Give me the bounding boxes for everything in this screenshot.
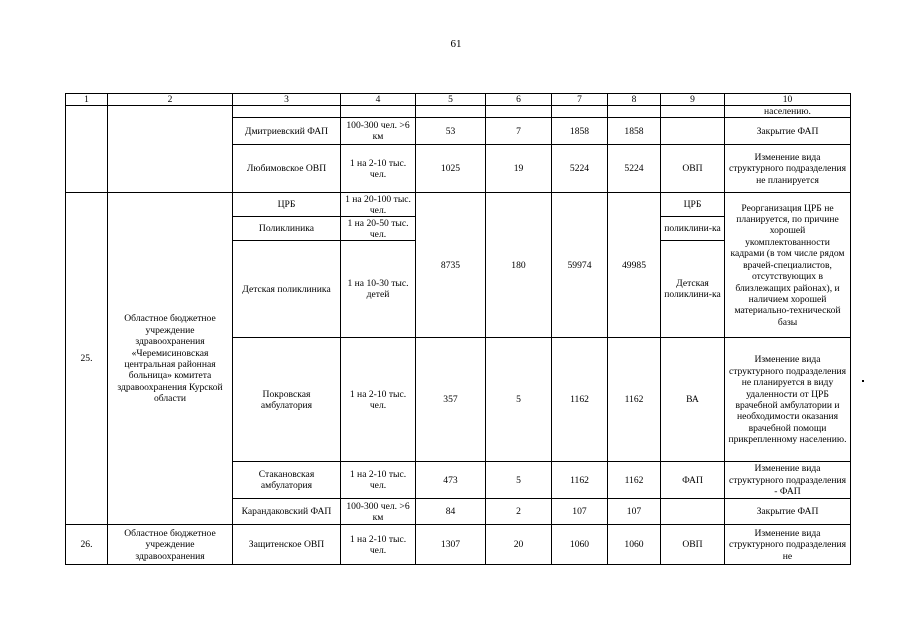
table-cell: 1162 [552,462,608,499]
header-cell-2: 2 [108,94,233,106]
table-cell: ЦРБ [661,193,725,217]
header-cell-5: 5 [416,94,486,106]
table-cell: 1307 [416,525,486,565]
table-cell: 53 [416,118,486,145]
table-cell [341,106,416,118]
page-number: 61 [450,38,462,50]
table-cell: ОВП [661,525,725,565]
unit-name: ЦРБ [233,193,341,217]
table-cell: 1162 [552,338,608,462]
table-cell [416,106,486,118]
table-cell [661,499,725,525]
table-cell-note: Изменение вида структурного подразделения не планируется [725,145,851,193]
unit-norm: 100-300 чел. >6 км [341,499,416,525]
unit-name: Детская поликлиника [233,241,341,338]
row-number: 26. [66,525,108,565]
table-cell-note: Закрытие ФАП [725,118,851,145]
table-cell [66,106,108,193]
table-cell [486,106,552,118]
table-cell: 20 [486,525,552,565]
unit-norm: 1 на 2-10 тыс. чел. [341,462,416,499]
table-cell: 107 [608,499,661,525]
unit-norm: 1 на 20-50 тыс. чел. [341,217,416,241]
unit-norm: 1 на 10-30 тыс. детей [341,241,416,338]
table-cell: Детская поликлини-ка [661,241,725,338]
unit-name: Дмитриевский ФАП [233,118,341,145]
header-cell-9: 9 [661,94,725,106]
organization-name: Областное бюджетное учреждение здравоохранения «Черемисиновская центральная районная больница» комитета здравоохранения Курской области [108,193,233,525]
unit-norm: 100-300 чел. >6 км [341,118,416,145]
header-cell-8: 8 [608,94,661,106]
table-cell: 1858 [608,118,661,145]
unit-norm: 1 на 20-100 тыс. чел. [341,193,416,217]
table-cell-note: Реорганизация ЦРБ не планируется, по причине хорошей укомплектованности кадрами (в том числе рядом врачей-специалистов, отсутствующих в близлежащих районах), и наличием хорошей материально-технической базы [725,193,851,338]
table-cell: ФАП [661,462,725,499]
data-table [65,93,851,565]
table-cell-note: Изменение вида структурного подразделения не планируется в виду удаленности от ЦРБ врачебной амбулатории и необходимости оказания врачебной помощи прикрепленному населению. [725,338,851,462]
table-cell [233,106,341,118]
unit-norm: 1 на 2-10 тыс. чел. [341,338,416,462]
organization-name: Областное бюджетное учреждение здравоохранения [108,525,233,565]
table-cell: 107 [552,499,608,525]
table-cell: 1060 [552,525,608,565]
header-cell-10: 10 [725,94,851,106]
table-cell: ВА [661,338,725,462]
header-cell-7: 7 [552,94,608,106]
table-row [66,106,851,118]
table-cell: 1025 [416,145,486,193]
scan-speck [862,380,864,382]
unit-name: Покровская амбулатория [233,338,341,462]
table-cell: ОВП [661,145,725,193]
table-cell: 473 [416,462,486,499]
table-cell: 5 [486,338,552,462]
table-cell [108,106,233,193]
row-number: 25. [66,193,108,525]
table-cell-note: населению. [725,106,851,118]
header-cell-1: 1 [66,94,108,106]
table-cell: 1858 [552,118,608,145]
unit-name: Карандаковский ФАП [233,499,341,525]
table-cell: 1060 [608,525,661,565]
table-cell [661,106,725,118]
header-cell-6: 6 [486,94,552,106]
table-cell: 1162 [608,338,661,462]
unit-name: Любимовское ОВП [233,145,341,193]
table-cell-note: Изменение вида структурного подразделения не [725,525,851,565]
table-cell: 357 [416,338,486,462]
table-cell [552,106,608,118]
unit-name: Поликлиника [233,217,341,241]
unit-name: Стакановская амбулатория [233,462,341,499]
header-cell-3: 3 [233,94,341,106]
table-row [66,525,851,565]
table-cell: 1162 [608,462,661,499]
table-cell: 5224 [552,145,608,193]
table-cell: 49985 [608,193,661,338]
table-cell: 5 [486,462,552,499]
header-row [66,94,851,106]
table-cell: 59974 [552,193,608,338]
unit-norm: 1 на 2-10 тыс. чел. [341,145,416,193]
table-cell-note: Изменение вида структурного подразделения - ФАП [725,462,851,499]
table-cell: поликлини-ка [661,217,725,241]
table-cell-note: Закрытие ФАП [725,499,851,525]
header-cell-4: 4 [341,94,416,106]
table-cell: 2 [486,499,552,525]
table-cell: 180 [486,193,552,338]
table-cell [608,106,661,118]
unit-norm: 1 на 2-10 тыс. чел. [341,525,416,565]
table-cell: 5224 [608,145,661,193]
unit-name: Защитенское ОВП [233,525,341,565]
table-cell: 84 [416,499,486,525]
table-cell: 8735 [416,193,486,338]
table-cell: 7 [486,118,552,145]
table-cell [661,118,725,145]
table-row [66,193,851,217]
table-cell: 19 [486,145,552,193]
